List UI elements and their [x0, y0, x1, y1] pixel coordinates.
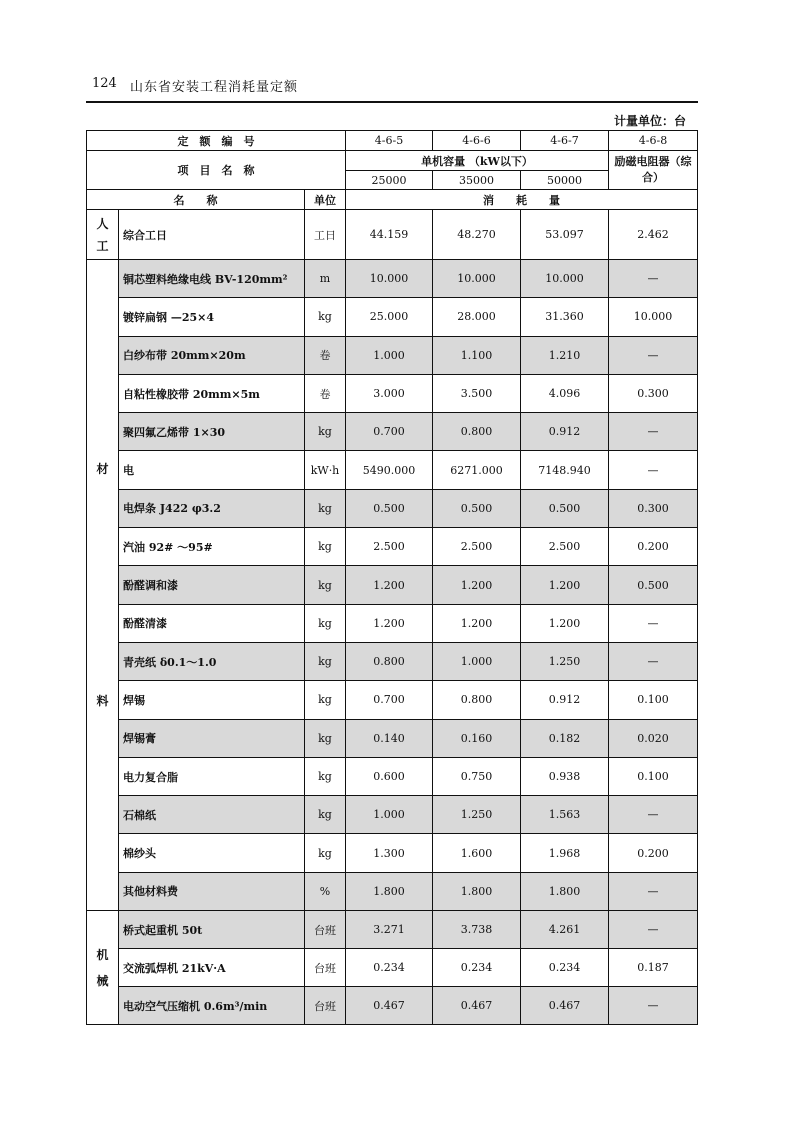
quantity-cell: 4.261: [521, 911, 609, 949]
quantity-cell: 1.000: [346, 336, 433, 374]
item-name: 交流弧焊机 21kV·A: [119, 949, 305, 987]
consumption-column-header: 消 耗 量: [346, 190, 698, 210]
quantity-cell: 0.700: [346, 413, 433, 451]
quantity-cell: 1.800: [433, 872, 521, 910]
table-row: [87, 260, 698, 298]
item-name: 棉纱头: [119, 834, 305, 872]
quantity-cell: 0.100: [609, 681, 698, 719]
item-name: 综合工日: [119, 210, 305, 260]
quantity-cell: 0.750: [433, 757, 521, 795]
quantity-cell: 0.200: [609, 834, 698, 872]
quantity-cell: 1.200: [521, 566, 609, 604]
quantity-cell: 5490.000: [346, 451, 433, 489]
quantity-cell: 4.096: [521, 374, 609, 412]
quantity-cell: 7148.940: [521, 451, 609, 489]
quantity-cell: 1.968: [521, 834, 609, 872]
item-unit: kg: [305, 566, 346, 604]
item-unit: kg: [305, 757, 346, 795]
code-row: [87, 131, 698, 151]
item-name: 聚四氟乙烯带 1×30: [119, 413, 305, 451]
quantity-cell: 53.097: [521, 210, 609, 260]
table-row: [87, 298, 698, 336]
category-char: 人: [96, 216, 109, 231]
quantity-cell: 2.500: [521, 528, 609, 566]
item-unit: 台班: [305, 911, 346, 949]
quantity-cell: 1.563: [521, 796, 609, 834]
quantity-cell: 0.500: [433, 489, 521, 527]
quantity-cell: 10.000: [609, 298, 698, 336]
quantity-cell: 2.500: [346, 528, 433, 566]
quantity-cell: 25.000: [346, 298, 433, 336]
quantity-cell: 1.210: [521, 336, 609, 374]
item-unit: kg: [305, 604, 346, 642]
table-row: [87, 528, 698, 566]
quantity-cell: 1.200: [346, 604, 433, 642]
item-unit: kg: [305, 681, 346, 719]
item-unit: kg: [305, 719, 346, 757]
quantity-cell: 1.100: [433, 336, 521, 374]
item-name: 白纱布带 20mm×20m: [119, 336, 305, 374]
quantity-cell: 0.182: [521, 719, 609, 757]
quantity-cell: 0.500: [346, 489, 433, 527]
quantity-cell: 0.020: [609, 719, 698, 757]
item-unit: kg: [305, 489, 346, 527]
quantity-cell: 48.270: [433, 210, 521, 260]
unit-label: 计量单位：台: [613, 114, 686, 128]
item-unit: %: [305, 872, 346, 910]
quantity-cell: —: [609, 987, 698, 1025]
category-cell: [87, 260, 119, 911]
item-unit: kg: [305, 298, 346, 336]
capacity-value: 25000: [346, 171, 433, 190]
item-name: 酚醛清漆: [119, 604, 305, 642]
quantity-cell: 0.234: [521, 949, 609, 987]
item-unit: m: [305, 260, 346, 298]
item-name: 焊锡: [119, 681, 305, 719]
quantity-cell: —: [609, 872, 698, 910]
quantity-cell: 0.600: [346, 757, 433, 795]
quantity-cell: 1.600: [433, 834, 521, 872]
quantity-cell: 1.200: [346, 566, 433, 604]
quantity-cell: 3.500: [433, 374, 521, 412]
quantity-cell: 0.800: [433, 413, 521, 451]
category-char: 料: [96, 694, 109, 709]
quantity-cell: 0.800: [346, 642, 433, 680]
name-column-header: 名 称: [87, 190, 305, 210]
item-name: 电力复合脂: [119, 757, 305, 795]
item-unit: 卷: [305, 336, 346, 374]
quantity-cell: —: [609, 604, 698, 642]
quantity-cell: 0.100: [609, 757, 698, 795]
quantity-cell: 0.200: [609, 528, 698, 566]
quantity-cell: 0.912: [521, 681, 609, 719]
quantity-cell: 10.000: [521, 260, 609, 298]
item-unit: 工日: [305, 210, 346, 260]
resistor-column-title: 励磁电阻器（综合）: [609, 151, 698, 190]
quantity-cell: 6271.000: [433, 451, 521, 489]
code-cell: 4-6-6: [433, 131, 521, 151]
item-name: 自粘性橡胶带 20mm×5m: [119, 374, 305, 412]
quantity-cell: 10.000: [346, 260, 433, 298]
quantity-cell: 0.938: [521, 757, 609, 795]
item-name: 酚醛调和漆: [119, 566, 305, 604]
table-row: [87, 413, 698, 451]
quantity-cell: 2.500: [433, 528, 521, 566]
item-unit: kg: [305, 834, 346, 872]
table-row: [87, 374, 698, 412]
item-name-label: 项 目 名 称: [87, 151, 346, 190]
column-header-row: [87, 190, 698, 210]
category-char: 机: [96, 947, 109, 962]
item-name: 电动空气压缩机 0.6m³/min: [119, 987, 305, 1025]
quantity-cell: 1.300: [346, 834, 433, 872]
item-unit: kg: [305, 528, 346, 566]
quantity-cell: 0.467: [433, 987, 521, 1025]
table-row: [87, 757, 698, 795]
item-unit: kg: [305, 413, 346, 451]
quantity-cell: —: [609, 413, 698, 451]
quantity-cell: 0.187: [609, 949, 698, 987]
quantity-cell: 3.000: [346, 374, 433, 412]
quantity-cell: 0.160: [433, 719, 521, 757]
table-row: [87, 604, 698, 642]
item-name: 电焊条 J422 φ3.2: [119, 489, 305, 527]
quantity-cell: 44.159: [346, 210, 433, 260]
quantity-cell: 1.000: [433, 642, 521, 680]
quantity-cell: 1.000: [346, 796, 433, 834]
category-char: 材: [96, 462, 109, 477]
item-name: 桥式起重机 50t: [119, 911, 305, 949]
item-unit: 台班: [305, 949, 346, 987]
quantity-cell: 1.250: [433, 796, 521, 834]
code-cell: 4-6-7: [521, 131, 609, 151]
table-row: [87, 834, 698, 872]
table-row: [87, 911, 698, 949]
quantity-cell: 0.300: [609, 489, 698, 527]
quantity-cell: 28.000: [433, 298, 521, 336]
quantity-cell: —: [609, 642, 698, 680]
item-name: 焊锡膏: [119, 719, 305, 757]
item-name: 青壳纸 δ0.1～1.0: [119, 642, 305, 680]
quota-table: [86, 130, 698, 1025]
table-row: [87, 681, 698, 719]
code-cell: 4-6-5: [346, 131, 433, 151]
item-unit: kW·h: [305, 451, 346, 489]
quantity-cell: 1.200: [521, 604, 609, 642]
unit-column-header: 单位: [305, 190, 346, 210]
quantity-cell: 0.467: [521, 987, 609, 1025]
item-unit: kg: [305, 796, 346, 834]
page-number: 124: [92, 76, 117, 91]
quantity-cell: —: [609, 796, 698, 834]
table-row: [87, 796, 698, 834]
category-char: 工: [96, 238, 109, 253]
quantity-cell: —: [609, 451, 698, 489]
quantity-cell: 1.200: [433, 566, 521, 604]
table-row: [87, 210, 698, 260]
table-row: [87, 719, 698, 757]
quantity-cell: 3.738: [433, 911, 521, 949]
quantity-cell: —: [609, 336, 698, 374]
quantity-cell: 0.234: [346, 949, 433, 987]
item-name: 铜芯塑料绝缘电线 BV-120mm²: [119, 260, 305, 298]
item-unit: 卷: [305, 374, 346, 412]
quantity-cell: 0.300: [609, 374, 698, 412]
capacity-label: 单机容量 （kW以下）: [346, 151, 609, 171]
quantity-cell: 0.700: [346, 681, 433, 719]
quantity-cell: 1.200: [433, 604, 521, 642]
quantity-cell: 0.140: [346, 719, 433, 757]
quantity-cell: 1.250: [521, 642, 609, 680]
quantity-cell: 0.467: [346, 987, 433, 1025]
quantity-cell: —: [609, 911, 698, 949]
quantity-cell: 31.360: [521, 298, 609, 336]
header-rule: [86, 101, 698, 103]
table-row: [87, 451, 698, 489]
item-unit: 台班: [305, 987, 346, 1025]
table-row: [87, 987, 698, 1025]
quantity-cell: 0.500: [521, 489, 609, 527]
page-header: [90, 76, 698, 98]
quantity-cell: 1.800: [521, 872, 609, 910]
item-unit: kg: [305, 642, 346, 680]
table-row: [87, 566, 698, 604]
table-row: [87, 872, 698, 910]
capacity-value: 50000: [521, 171, 609, 190]
code-cell: 4-6-8: [609, 131, 698, 151]
category-cell: [87, 210, 119, 260]
table-row: [87, 336, 698, 374]
quantity-cell: 1.800: [346, 872, 433, 910]
item-name: 其他材料费: [119, 872, 305, 910]
table-row: [87, 949, 698, 987]
table-row: [87, 489, 698, 527]
quantity-cell: 0.800: [433, 681, 521, 719]
code-label: 定 额 编 号: [87, 131, 346, 151]
category-cell: [87, 911, 119, 1025]
quantity-cell: 3.271: [346, 911, 433, 949]
table-row: [87, 642, 698, 680]
category-char: 械: [96, 973, 109, 988]
item-name: 汽油 92# ～95#: [119, 528, 305, 566]
quantity-cell: 2.462: [609, 210, 698, 260]
book-title: 山东省安装工程消耗量定额: [130, 80, 299, 95]
item-name: 石棉纸: [119, 796, 305, 834]
quantity-cell: 10.000: [433, 260, 521, 298]
quantity-cell: 0.500: [609, 566, 698, 604]
item-name: 电: [119, 451, 305, 489]
capacity-row: [87, 151, 698, 171]
capacity-value: 35000: [433, 171, 521, 190]
item-name: 镀锌扁钢 —25×4: [119, 298, 305, 336]
quantity-cell: 0.912: [521, 413, 609, 451]
quantity-cell: 0.234: [433, 949, 521, 987]
quantity-cell: —: [609, 260, 698, 298]
